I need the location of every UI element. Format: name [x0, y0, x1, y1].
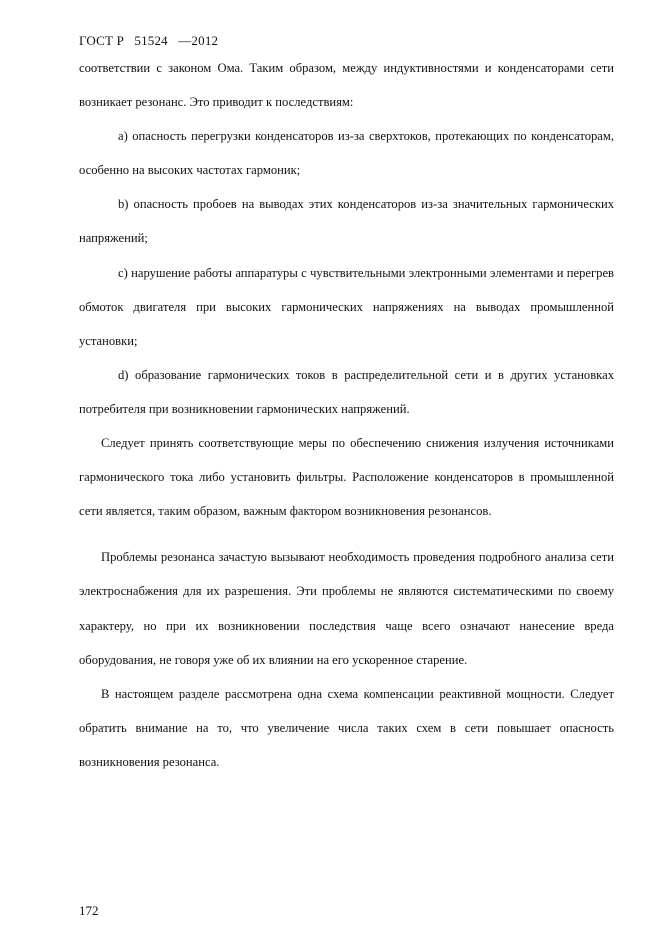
paragraph-resonance-problems: Проблемы резонанса зачастую вызывают необходимость проведения подробного анализа сети электроснабжения для их разрешения. Эти проблемы не являются систематическими по своему характеру, но при их возникновении последствия чаще всего означают нанесение вреда оборудования, не говоря уже об их влиянии на его ускоренное старение.	[79, 550, 614, 667]
list-item-a: a) опасность перегрузки конденсаторов из-за сверхтоков, протекающих по конденсаторам, особенно на высоких частотах гармоник;	[79, 129, 614, 178]
list-item-d: d) образование гармонических токов в распределительной сети и в других установках потребителя при возникновении гармонических напряжений.	[79, 367, 614, 416]
list-item-b: b) опасность пробоев на выводах этих конденсаторов из-за значительных гармонических напряжений;	[79, 197, 614, 246]
page-number: 172	[79, 903, 99, 918]
paragraph-section-scope: В настоящем разделе рассмотрена одна схема компенсации реактивной мощности. Следует обратить внимание на то, что увеличение числа таких схем в сети повышает опасность возникновения резонанса.	[79, 686, 614, 769]
paragraph-continuation: соответствии с законом Ома. Таким образом, между индуктивностями и конденсаторами сети возникает резонанс. Это приводит к последствиям:	[79, 61, 614, 110]
list-item-c: c) нарушение работы аппаратуры с чувствительными электронными элементами и перегрев обмоток двигателя при высоких гармонических напряжениях на выводах промышленной установки;	[79, 265, 614, 348]
paragraph-measures: Следует принять соответствующие меры по обеспечению снижения излучения источниками гармонического тока либо установить фильтры. Расположение конденсаторов в промышленной сети является, таким образом, важным фактором возникновения резонансов.	[79, 436, 614, 519]
document-header: ГОСТ Р 51524 —2012	[79, 33, 219, 48]
document-body	[79, 51, 614, 779]
